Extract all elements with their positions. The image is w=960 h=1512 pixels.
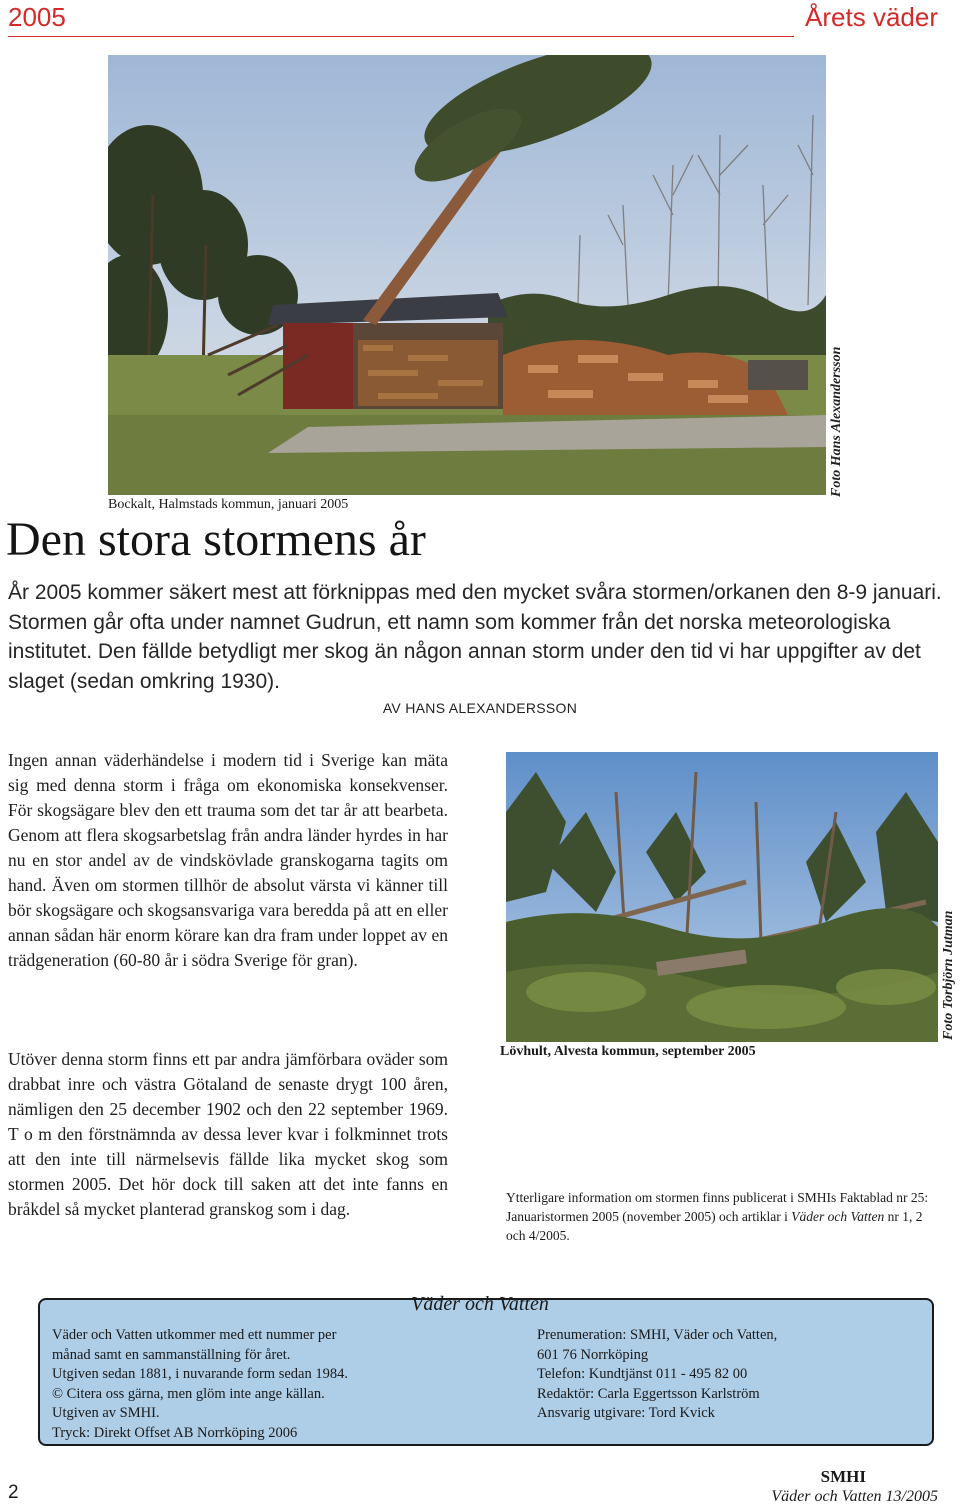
colophon-title: Väder och Vatten <box>411 1293 549 1315</box>
photo-main-caption: Bockalt, Halmstads kommun, januari 2005 <box>108 497 349 512</box>
article-lede: År 2005 kommer säkert mest att förknippas med den mycket svåra stormen/orkanen den 8-9 januari. Stormen går ofta under namnet Gudrun, ett namn som kommer från det norska meteorologiska institutet. Den fällde betydligt mer skog än någon annan storm under den tid vi har uppgifter av det slaget (sedan omkring 1930). <box>8 581 942 693</box>
colophon-line: Väder och Vatten utkommer med ett nummer per <box>52 1327 337 1343</box>
colophon-line: 601 76 Norrköping <box>537 1346 649 1363</box>
header-year: 2005 <box>8 2 66 32</box>
magazine-name: Väder och Vatten <box>791 1209 885 1224</box>
colophon-line: Utgiven sedan 1881, i nuvarande form sedan 1984. <box>52 1366 348 1383</box>
header-section-title: Årets väder <box>805 2 938 32</box>
photo-main-credit: Foto Hans Alexandersson <box>829 346 844 497</box>
more-info-note <box>506 1188 931 1245</box>
colophon-line: Utgiven av SMHI. <box>52 1405 160 1422</box>
colophon-line: © Citera oss gärna, men glöm inte ange källan. <box>52 1385 325 1402</box>
footer-issue: Väder och Vatten 13/2005 <box>771 1488 938 1505</box>
article-title: Den stora stormens år <box>6 513 426 566</box>
body-paragraph: Utöver denna storm finns ett par andra jämförbara oväder som drabbat inre och västra Götaland de senaste drygt 100 åren, nämligen den 25 december 1902 och den 22 september 1969. T o m den förstnämnda av dessa lever kvar i folkminnet trots att den inte till närmelsevis fällde lika mycket skog som stormen 2005. Det hör dock till saken att det inte fanns en bråkdel så mycket planterad granskog som i dag. <box>8 1049 448 1219</box>
header-rule <box>8 36 794 37</box>
body-paragraph: Ingen annan väderhändelse i modern tid i Sverige kan mäta sig med denna storm i fråga om ekonomiska konsekvenser. För skogsägare blev den ett trauma som det tar år att bearbeta. Genom att flera skogsarbetslag från andra länder hyrdes in har nu en stor andel av de vindskövlade granskogarna tagits om hand. Även om stormen tillhör de absolut värsta vi känner till bör skogsägare och skogsansvariga vara beredda på att en eller annan sådan här enorm körare kan dra fram under loppet av en trädgeneration (60-80 år i södra Sverige för gran). <box>8 750 448 970</box>
photo-storm-felled-forest <box>506 752 938 1042</box>
footer-org: SMHI <box>820 1467 866 1486</box>
more-info-text: Ytterligare information om stormen finns publicerat i SMHIs Faktablad nr 25: Januaristormen 2005 (november 2005) och artiklar i <box>506 1190 929 1224</box>
colophon-right-column <box>537 1326 777 1424</box>
photo-fallen-tree-shed <box>108 55 826 495</box>
more-info-text-end: nr 1, 2 och 4/2005. <box>506 1209 923 1243</box>
colophon-line: månad samt en sammanställning för året. <box>52 1346 291 1363</box>
colophon-line: Ansvarig utgivare: Tord Kvick <box>537 1405 715 1422</box>
photo-second-credit: Foto Torbjörn Jutman <box>941 910 956 1040</box>
colophon-left-column <box>52 1326 348 1444</box>
photo-second-caption: Lövhult, Alvesta kommun, september 2005 <box>500 1044 756 1059</box>
colophon-line: Prenumeration: SMHI, Väder och Vatten, <box>537 1327 778 1343</box>
colophon-line: Telefon: Kundtjänst 011 - 495 82 00 <box>537 1366 748 1383</box>
article-byline: AV HANS ALEXANDERSSON <box>382 700 578 716</box>
page-number: 2 <box>8 1482 19 1503</box>
colophon-line: Tryck: Direkt Offset AB Norrköping 2006 <box>52 1424 298 1441</box>
colophon-line: Redaktör: Carla Eggertsson Karlström <box>537 1385 760 1402</box>
